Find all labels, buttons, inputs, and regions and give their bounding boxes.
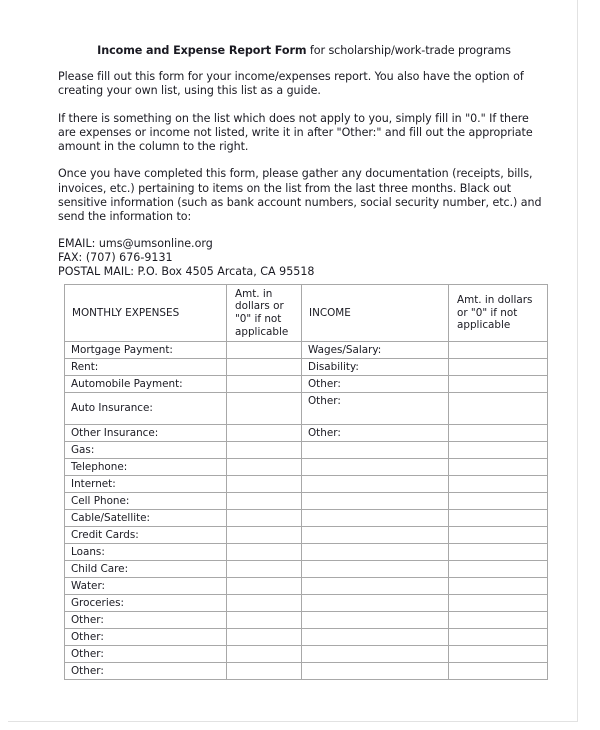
income-amount-input-cell[interactable] xyxy=(449,595,548,612)
income-label-cell xyxy=(302,663,449,680)
expense-amount-input-cell[interactable] xyxy=(227,629,302,646)
table-row xyxy=(65,476,548,493)
income-amount-input-cell[interactable] xyxy=(449,527,548,544)
table-row xyxy=(65,376,548,393)
income-amount-input-cell[interactable] xyxy=(449,578,548,595)
header-expense-amount-label: Amt. in dollars or "0" if not applicable xyxy=(235,287,289,338)
income-expense-table-container xyxy=(64,284,547,680)
table-header-row xyxy=(65,285,548,342)
income-label-cell xyxy=(302,612,449,629)
documentation-paragraph: Once you have completed this form, please gather any documentation (receipts, bills, invoices, etc.) pertaining to items on the list from the last three months. Black out sensitive information (such as bank account numbers, social security number, etc.) and send the information to: xyxy=(58,167,542,224)
expense-amount-input-cell[interactable] xyxy=(227,493,302,510)
income-label-cell xyxy=(302,527,449,544)
expense-label-cell: Auto Insurance: xyxy=(65,393,227,425)
income-amount-input-cell[interactable] xyxy=(449,342,548,359)
expense-label-cell: Cell Phone: xyxy=(65,493,227,510)
income-label-cell xyxy=(302,493,449,510)
expense-amount-input-cell[interactable] xyxy=(227,561,302,578)
table-row xyxy=(65,459,548,476)
expense-label-cell: Other: xyxy=(65,646,227,663)
table-row xyxy=(65,544,548,561)
income-label-cell xyxy=(302,561,449,578)
expense-amount-input-cell[interactable] xyxy=(227,393,302,425)
contact-postal: POSTAL MAIL: P.O. Box 4505 Arcata, CA 95518 xyxy=(58,265,315,279)
table-row xyxy=(65,425,548,442)
income-amount-input-cell[interactable] xyxy=(449,476,548,493)
header-expense-amount xyxy=(227,285,302,342)
income-amount-input-cell[interactable] xyxy=(449,646,548,663)
table-row xyxy=(65,595,548,612)
expense-amount-input-cell[interactable] xyxy=(227,527,302,544)
expense-label-cell: Water: xyxy=(65,578,227,595)
expense-amount-input-cell[interactable] xyxy=(227,646,302,663)
income-amount-input-cell[interactable] xyxy=(449,393,548,425)
table-row xyxy=(65,612,548,629)
table-row xyxy=(65,442,548,459)
expense-label-cell: Credit Cards: xyxy=(65,527,227,544)
income-amount-input-cell[interactable] xyxy=(449,459,548,476)
expense-amount-input-cell[interactable] xyxy=(227,544,302,561)
table-row xyxy=(65,393,548,425)
expense-label-cell: Other: xyxy=(65,663,227,680)
income-label-cell xyxy=(302,595,449,612)
income-amount-input-cell[interactable] xyxy=(449,629,548,646)
expense-amount-input-cell[interactable] xyxy=(227,476,302,493)
expense-label-cell: Mortgage Payment: xyxy=(65,342,227,359)
page-title-bold: Income and Expense Report Form xyxy=(97,44,307,57)
header-income-amount-label: Amt. in dollars or "0" if not applicable xyxy=(457,294,533,332)
table-row xyxy=(65,493,548,510)
income-label-cell xyxy=(302,442,449,459)
contact-email: EMAIL: ums@umsonline.org xyxy=(58,236,213,250)
document-body xyxy=(58,44,550,280)
table-row xyxy=(65,510,548,527)
table-body xyxy=(65,342,548,680)
income-label-cell: Other: xyxy=(302,393,449,425)
income-amount-input-cell[interactable] xyxy=(449,442,548,459)
header-income-label: INCOME xyxy=(309,306,351,319)
income-label-cell xyxy=(302,476,449,493)
income-amount-input-cell[interactable] xyxy=(449,493,548,510)
income-label-cell xyxy=(302,629,449,646)
expense-amount-input-cell[interactable] xyxy=(227,595,302,612)
table-header xyxy=(65,285,548,342)
header-monthly-expenses-label: MONTHLY EXPENSES xyxy=(72,306,180,319)
expense-amount-input-cell[interactable] xyxy=(227,342,302,359)
header-monthly-expenses xyxy=(65,285,227,342)
expense-amount-input-cell[interactable] xyxy=(227,376,302,393)
table-row xyxy=(65,663,548,680)
page-title-regular: for scholarship/work-trade programs xyxy=(306,44,511,57)
header-income xyxy=(302,285,449,342)
expense-label-cell: Gas: xyxy=(65,442,227,459)
expense-amount-input-cell[interactable] xyxy=(227,459,302,476)
income-expense-table xyxy=(64,284,548,680)
page-title xyxy=(58,44,550,58)
table-row xyxy=(65,629,548,646)
expense-amount-input-cell[interactable] xyxy=(227,359,302,376)
income-amount-input-cell[interactable] xyxy=(449,544,548,561)
income-label-cell xyxy=(302,646,449,663)
instructions-paragraph: If there is something on the list which does not apply to you, simply fill in "0." If there are expenses or income not listed, write it in after "Other:" and fill out the appropriate amount in the column to the right. xyxy=(58,111,533,154)
income-label-cell: Disability: xyxy=(302,359,449,376)
intro-paragraph: Please fill out this form for your income/expenses report. You also have the option of creating your own list, using this list as a guide. xyxy=(58,70,524,98)
document-page xyxy=(8,0,578,722)
income-label-cell xyxy=(302,578,449,595)
table-row xyxy=(65,527,548,544)
expense-amount-input-cell[interactable] xyxy=(227,663,302,680)
income-amount-input-cell[interactable] xyxy=(449,663,548,680)
income-label-cell xyxy=(302,510,449,527)
expense-label-cell: Rent: xyxy=(65,359,227,376)
income-label-cell: Other: xyxy=(302,425,449,442)
table-row xyxy=(65,561,548,578)
expense-label-cell: Other: xyxy=(65,629,227,646)
income-label-cell: Wages/Salary: xyxy=(302,342,449,359)
table-row xyxy=(65,578,548,595)
expense-amount-input-cell[interactable] xyxy=(227,442,302,459)
income-amount-input-cell[interactable] xyxy=(449,612,548,629)
expense-label-cell: Loans: xyxy=(65,544,227,561)
income-label-cell xyxy=(302,459,449,476)
contact-fax: FAX: (707) 676-9131 xyxy=(58,250,173,264)
income-amount-input-cell[interactable] xyxy=(449,561,548,578)
expense-label-cell: Child Care: xyxy=(65,561,227,578)
table-row xyxy=(65,342,548,359)
expense-label-cell: Telephone: xyxy=(65,459,227,476)
contact-block xyxy=(58,237,550,280)
income-amount-input-cell[interactable] xyxy=(449,359,548,376)
income-amount-input-cell[interactable] xyxy=(449,425,548,442)
table-row xyxy=(65,646,548,663)
expense-label-cell: Internet: xyxy=(65,476,227,493)
expense-amount-input-cell[interactable] xyxy=(227,510,302,527)
income-label-cell: Other: xyxy=(302,376,449,393)
expense-label-cell: Other: xyxy=(65,612,227,629)
expense-amount-input-cell[interactable] xyxy=(227,612,302,629)
expense-label-cell: Automobile Payment: xyxy=(65,376,227,393)
expense-amount-input-cell[interactable] xyxy=(227,578,302,595)
header-income-amount xyxy=(449,285,548,342)
income-amount-input-cell[interactable] xyxy=(449,510,548,527)
income-label-cell xyxy=(302,544,449,561)
expense-amount-input-cell[interactable] xyxy=(227,425,302,442)
table-row xyxy=(65,359,548,376)
expense-label-cell: Cable/Satellite: xyxy=(65,510,227,527)
expense-label-cell: Other Insurance: xyxy=(65,425,227,442)
income-amount-input-cell[interactable] xyxy=(449,376,548,393)
expense-label-cell: Groceries: xyxy=(65,595,227,612)
